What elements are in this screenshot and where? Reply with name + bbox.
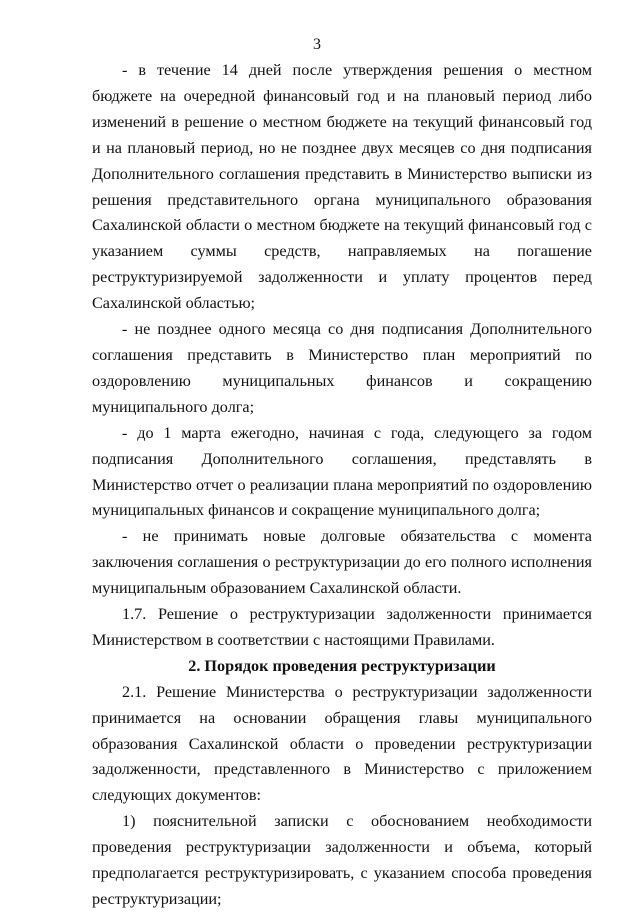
paragraph-explanatory-note: 1) пояснительной записки с обоснованием необходимости проведения реструктуризации задолженности и объема, который предполагается реструктуризировать, с указанием способа проведения реструктуризации;	[92, 812, 592, 908]
paragraph-annual-report: - до 1 марта ежегодно, начиная с года, следующего за годом подписания Дополнительного соглашения, представлять в Министерство отчет о реализации плана мероприятий по оздоровлению муниципальных финансов и сокращение муниципального долга;	[92, 423, 592, 520]
paragraph-2-1: 2.1. Решение Министерства о реструктуризации задолженности принимается на основании обращения главы муниципального образования Сахалинской области о проведении реструктуризации задолженности, представленного в Министерство с приложением следующих документов:	[92, 682, 592, 805]
page-number: 3	[313, 36, 321, 53]
paragraph-budget-extract: - в течение 14 дней после утверждения решения о местном бюджете на очередной финансовый год и на плановый период либо изменений в решение о местном бюджете на текущий финансовый год и на плановый период, но не позднее двух месяцев со дня подписания Дополнительного соглашения представить в Министерство выписки из решения представительного органа муниципального образования Сахалинской области о местном бюджете на текущий финансовый год с указанием суммы средств, направляемых на погашение реструктуризируемой задолженности и уплату процентов перед Сахалинской областью;	[92, 61, 592, 313]
document-body	[92, 58, 592, 913]
paragraph-no-new-debt: - не принимать новые долговые обязательства с момента заключения соглашения о реструктуризации до его полного исполнения муниципальным образованием Сахалинской области.	[92, 527, 592, 598]
paragraph-recovery-plan: - не позднее одного месяца со дня подписания Дополнительного соглашения представить в Министерство план мероприятий по оздоровлению муниципальных финансов и сокращению муниципального долга;	[92, 320, 592, 416]
section-heading: 2. Порядок проведения реструктуризации	[188, 656, 496, 675]
paragraph-1-7: 1.7. Решение о реструктуризации задолженности принимается Министерством в соответствии с настоящими Правилами.	[92, 605, 592, 649]
